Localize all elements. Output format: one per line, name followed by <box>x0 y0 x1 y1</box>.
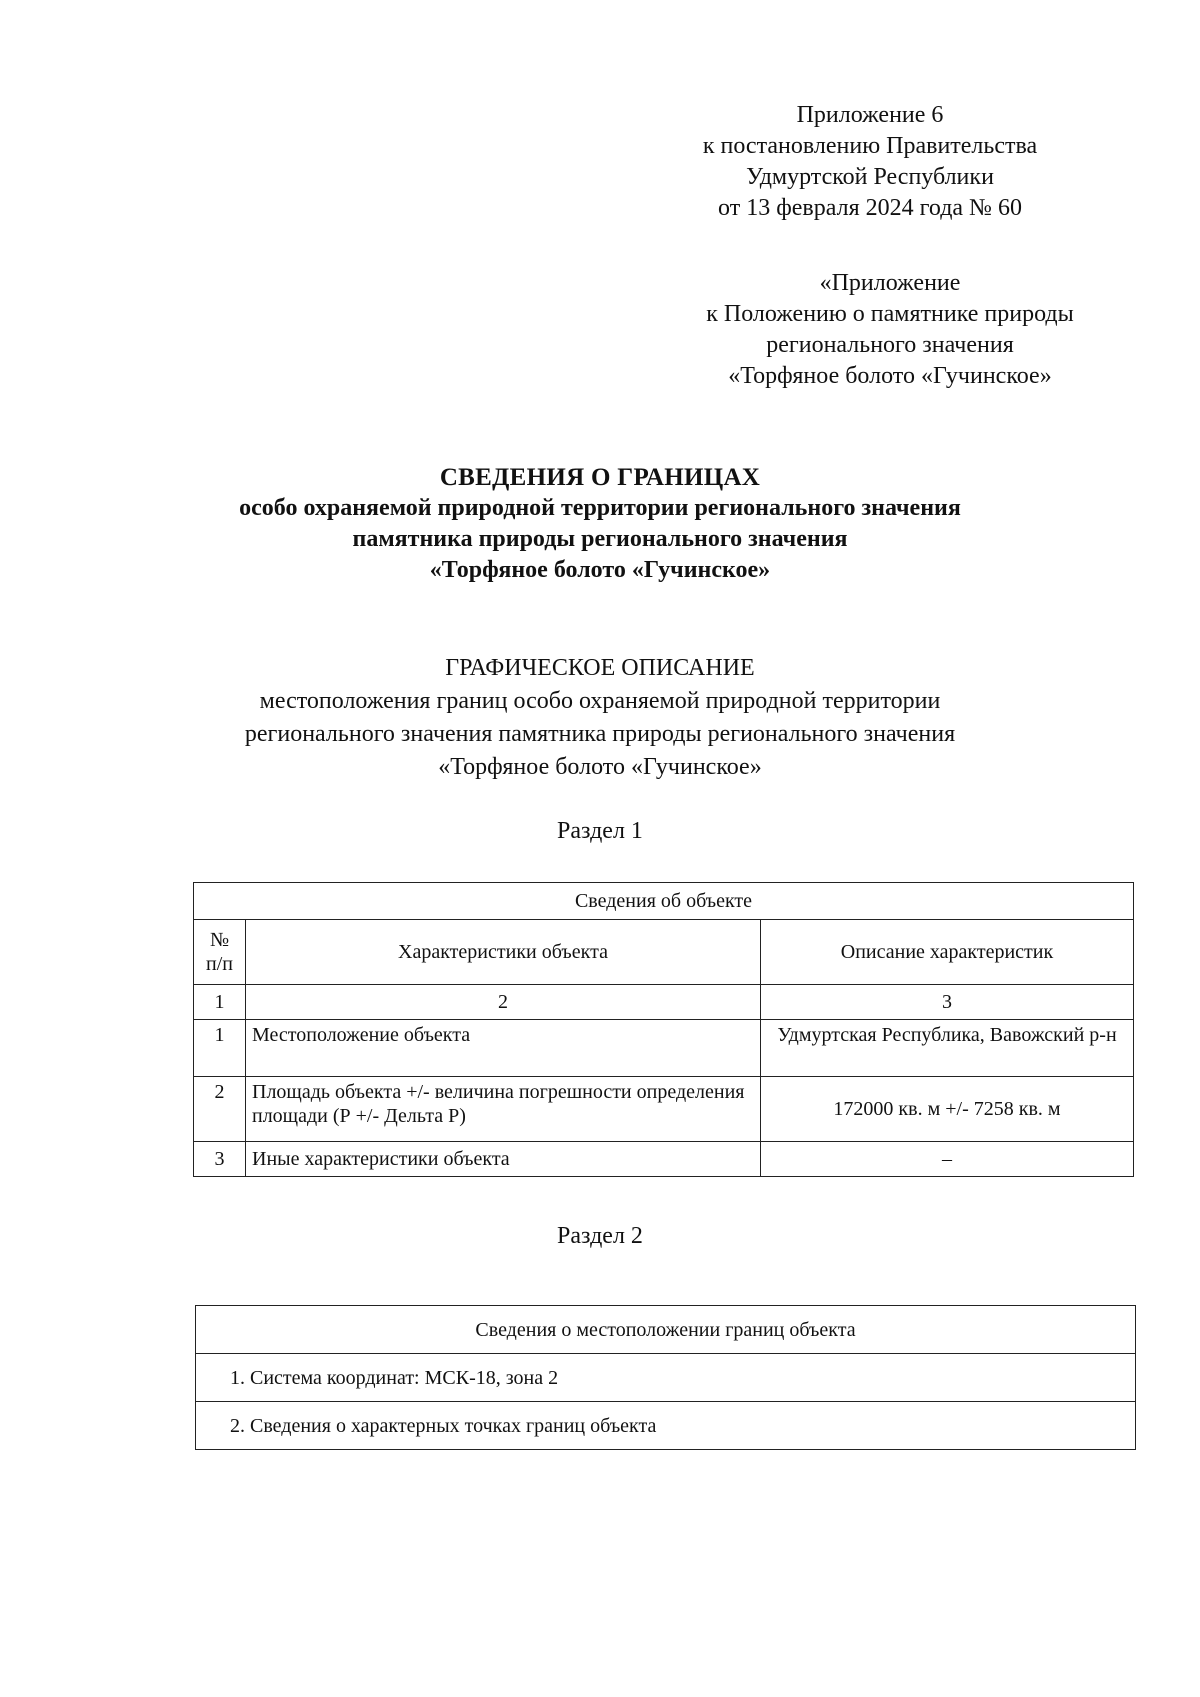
row-description: Удмуртская Республика, Вавожский р-н <box>761 1020 1134 1077</box>
row-description: – <box>761 1142 1134 1177</box>
table-row <box>196 1354 1136 1402</box>
regulation-appendix-line: «Приложение <box>819 270 961 296</box>
row-number: 3 <box>194 1142 246 1177</box>
table-row <box>194 1020 1134 1077</box>
boundary-info-table <box>195 1305 1136 1450</box>
table-title: Сведения о местоположении границ объекта <box>196 1306 1136 1354</box>
regulation-appendix-line: «Торфяное болото «Гучинское» <box>728 363 1052 389</box>
table-row <box>194 1077 1134 1142</box>
subtitle-line: регионального значения памятника природы регионального значения <box>244 721 956 747</box>
title-line: памятника природы регионального значения <box>352 526 848 552</box>
column-index: 2 <box>246 985 761 1020</box>
subtitle-main: ГРАФИЧЕСКОЕ ОПИСАНИЕ <box>445 655 755 681</box>
section1-heading: Раздел 1 <box>557 818 643 844</box>
appendix-number: Приложение 6 <box>796 102 944 128</box>
table-title-row <box>194 883 1134 920</box>
title-main: СВЕДЕНИЯ О ГРАНИЦАХ <box>439 464 761 491</box>
row-number: 1 <box>194 1020 246 1077</box>
regulation-appendix-header <box>650 268 1130 392</box>
section2-heading: Раздел 2 <box>557 1223 643 1249</box>
title-line: «Торфяное болото «Гучинское» <box>429 557 771 583</box>
column-index-row <box>194 985 1134 1020</box>
table-title: Сведения об объекте <box>194 883 1134 920</box>
table-row <box>196 1402 1136 1450</box>
table-title-row <box>196 1306 1136 1354</box>
row-characteristic: Местоположение объекта <box>246 1020 761 1077</box>
boundary-points: 2. Сведения о характерных точках границ объекта <box>196 1402 1136 1450</box>
title-line: особо охраняемой природной территории регионального значения <box>239 495 961 521</box>
regulation-appendix-line: к Положению о памятнике природы <box>706 301 1074 327</box>
column-header-characteristics: Характеристики объекта <box>246 920 761 985</box>
column-header-row <box>194 920 1134 985</box>
appendix-to-resolution: к постановлению Правительства <box>702 133 1038 159</box>
column-header-description: Описание характеристик <box>761 920 1134 985</box>
column-index: 1 <box>194 985 246 1020</box>
row-characteristic: Иные характеристики объекта <box>246 1142 761 1177</box>
row-description: 172000 кв. м +/- 7258 кв. м <box>761 1077 1134 1142</box>
appendix-government: Удмуртской Республики <box>746 164 994 190</box>
coordinate-system: 1. Система координат: МСК-18, зона 2 <box>196 1354 1136 1402</box>
column-header-number: № п/п <box>194 920 246 985</box>
row-characteristic: Площадь объекта +/- величина погрешности определения площади (Р +/- Дельта Р) <box>246 1077 761 1142</box>
column-index: 3 <box>761 985 1134 1020</box>
table-row <box>194 1142 1134 1177</box>
row-number: 2 <box>194 1077 246 1142</box>
appendix-date: от 13 февраля 2024 года № 60 <box>718 195 1022 221</box>
appendix-header <box>650 100 1090 224</box>
subtitle-line: местоположения границ особо охраняемой природной территории <box>259 688 941 714</box>
document-subtitle <box>100 652 1100 784</box>
regulation-appendix-line: регионального значения <box>766 332 1014 358</box>
object-info-table <box>193 882 1134 1177</box>
document-title <box>100 462 1100 586</box>
subtitle-line: «Торфяное болото «Гучинское» <box>438 754 762 780</box>
